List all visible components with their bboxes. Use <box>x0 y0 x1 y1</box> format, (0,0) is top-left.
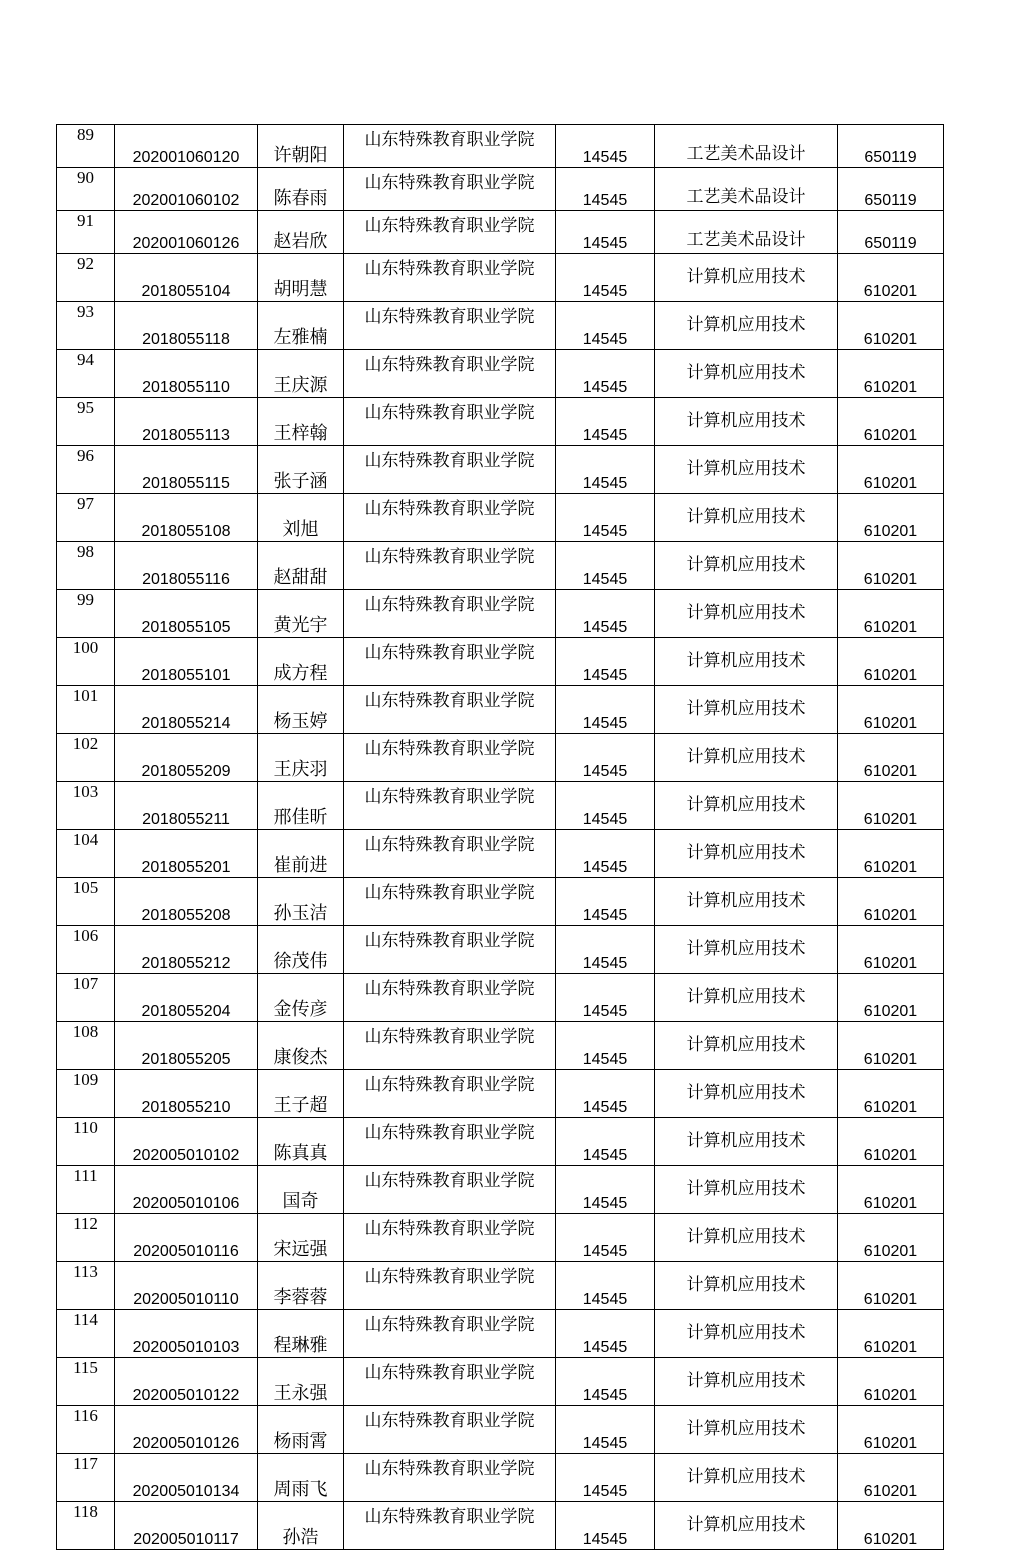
table-row <box>57 350 944 398</box>
school-name-cell: 山东特殊教育职业学院 <box>344 446 556 494</box>
school-name-cell: 山东特殊教育职业学院 <box>344 494 556 542</box>
student-name-cell: 赵甜甜 <box>258 542 344 590</box>
table-row <box>57 1502 944 1550</box>
major-name-cell: 计算机应用技术 <box>655 1118 838 1166</box>
student-id-cell: 202005010117 <box>115 1502 258 1550</box>
school-name-cell: 山东特殊教育职业学院 <box>344 254 556 302</box>
student-id-cell: 2018055204 <box>115 974 258 1022</box>
table-row <box>57 734 944 782</box>
major-code-cell: 610201 <box>838 446 944 494</box>
school-code-cell: 14545 <box>556 125 655 168</box>
major-code-cell: 650119 <box>838 168 944 211</box>
school-code-cell: 14545 <box>556 494 655 542</box>
student-name-cell: 陈春雨 <box>258 168 344 211</box>
table-row <box>57 1454 944 1502</box>
school-name-cell: 山东特殊教育职业学院 <box>344 125 556 168</box>
major-name-cell: 计算机应用技术 <box>655 398 838 446</box>
student-name-cell: 徐茂伟 <box>258 926 344 974</box>
table-row <box>57 1406 944 1454</box>
school-code-cell: 14545 <box>556 782 655 830</box>
row-index-cell: 102 <box>57 734 115 782</box>
major-code-cell: 610201 <box>838 590 944 638</box>
table-row <box>57 686 944 734</box>
student-id-cell: 2018055210 <box>115 1070 258 1118</box>
school-code-cell: 14545 <box>556 1214 655 1262</box>
table-row <box>57 254 944 302</box>
row-index-cell: 117 <box>57 1454 115 1502</box>
school-code-cell: 14545 <box>556 686 655 734</box>
school-name-cell: 山东特殊教育职业学院 <box>344 1214 556 1262</box>
major-code-cell: 610201 <box>838 302 944 350</box>
row-index-cell: 104 <box>57 830 115 878</box>
school-code-cell: 14545 <box>556 590 655 638</box>
school-name-cell: 山东特殊教育职业学院 <box>344 1406 556 1454</box>
row-index-cell: 105 <box>57 878 115 926</box>
school-code-cell: 14545 <box>556 734 655 782</box>
student-id-cell: 2018055118 <box>115 302 258 350</box>
school-code-cell: 14545 <box>556 350 655 398</box>
major-code-cell: 610201 <box>838 1262 944 1310</box>
table-row <box>57 782 944 830</box>
student-name-cell: 金传彦 <box>258 974 344 1022</box>
student-id-cell: 202001060126 <box>115 211 258 254</box>
major-name-cell: 计算机应用技术 <box>655 1022 838 1070</box>
student-name-cell: 王庆羽 <box>258 734 344 782</box>
student-id-cell: 2018055108 <box>115 494 258 542</box>
student-id-cell: 2018055201 <box>115 830 258 878</box>
major-code-cell: 610201 <box>838 1406 944 1454</box>
student-id-cell: 2018055110 <box>115 350 258 398</box>
table-row <box>57 211 944 254</box>
major-name-cell: 计算机应用技术 <box>655 734 838 782</box>
student-name-cell: 程琳雅 <box>258 1310 344 1358</box>
student-name-cell: 黄光宇 <box>258 590 344 638</box>
school-name-cell: 山东特殊教育职业学院 <box>344 638 556 686</box>
student-id-cell: 2018055211 <box>115 782 258 830</box>
row-index-cell: 118 <box>57 1502 115 1550</box>
student-id-cell: 202005010103 <box>115 1310 258 1358</box>
major-code-cell: 610201 <box>838 1502 944 1550</box>
school-code-cell: 14545 <box>556 446 655 494</box>
student-name-cell: 成方程 <box>258 638 344 686</box>
school-code-cell: 14545 <box>556 878 655 926</box>
row-index-cell: 108 <box>57 1022 115 1070</box>
student-id-cell: 202005010126 <box>115 1406 258 1454</box>
student-name-cell: 孙玉洁 <box>258 878 344 926</box>
school-name-cell: 山东特殊教育职业学院 <box>344 974 556 1022</box>
row-index-cell: 97 <box>57 494 115 542</box>
student-name-cell: 胡明慧 <box>258 254 344 302</box>
major-name-cell: 计算机应用技术 <box>655 1454 838 1502</box>
major-name-cell: 工艺美术品设计 <box>655 125 838 168</box>
major-code-cell: 610201 <box>838 830 944 878</box>
student-id-cell: 202005010110 <box>115 1262 258 1310</box>
table-row <box>57 494 944 542</box>
table-row <box>57 1214 944 1262</box>
student-name-cell: 康俊杰 <box>258 1022 344 1070</box>
major-name-cell: 计算机应用技术 <box>655 1166 838 1214</box>
table-row <box>57 1118 944 1166</box>
school-code-cell: 14545 <box>556 638 655 686</box>
school-code-cell: 14545 <box>556 542 655 590</box>
major-code-cell: 610201 <box>838 686 944 734</box>
row-index-cell: 101 <box>57 686 115 734</box>
major-name-cell: 计算机应用技术 <box>655 1214 838 1262</box>
school-name-cell: 山东特殊教育职业学院 <box>344 1262 556 1310</box>
row-index-cell: 113 <box>57 1262 115 1310</box>
student-id-cell: 2018055208 <box>115 878 258 926</box>
major-name-cell: 计算机应用技术 <box>655 446 838 494</box>
student-id-cell: 2018055209 <box>115 734 258 782</box>
student-name-cell: 刘旭 <box>258 494 344 542</box>
table-row <box>57 878 944 926</box>
major-name-cell: 计算机应用技术 <box>655 1070 838 1118</box>
major-code-cell: 650119 <box>838 125 944 168</box>
school-code-cell: 14545 <box>556 254 655 302</box>
student-roster-table <box>56 124 944 1550</box>
school-name-cell: 山东特殊教育职业学院 <box>344 1070 556 1118</box>
major-code-cell: 610201 <box>838 638 944 686</box>
school-code-cell: 14545 <box>556 1070 655 1118</box>
row-index-cell: 99 <box>57 590 115 638</box>
school-code-cell: 14545 <box>556 398 655 446</box>
student-name-cell: 王永强 <box>258 1358 344 1406</box>
row-index-cell: 96 <box>57 446 115 494</box>
major-name-cell: 工艺美术品设计 <box>655 211 838 254</box>
row-index-cell: 95 <box>57 398 115 446</box>
major-name-cell: 计算机应用技术 <box>655 1310 838 1358</box>
student-name-cell: 崔前进 <box>258 830 344 878</box>
school-name-cell: 山东特殊教育职业学院 <box>344 1118 556 1166</box>
school-code-cell: 14545 <box>556 1166 655 1214</box>
school-name-cell: 山东特殊教育职业学院 <box>344 926 556 974</box>
school-code-cell: 14545 <box>556 1022 655 1070</box>
major-code-cell: 610201 <box>838 1166 944 1214</box>
school-code-cell: 14545 <box>556 926 655 974</box>
student-id-cell: 2018055214 <box>115 686 258 734</box>
student-name-cell: 国奇 <box>258 1166 344 1214</box>
student-name-cell: 许朝阳 <box>258 125 344 168</box>
row-index-cell: 112 <box>57 1214 115 1262</box>
student-name-cell: 王子超 <box>258 1070 344 1118</box>
major-name-cell: 计算机应用技术 <box>655 926 838 974</box>
school-code-cell: 14545 <box>556 302 655 350</box>
row-index-cell: 116 <box>57 1406 115 1454</box>
school-name-cell: 山东特殊教育职业学院 <box>344 782 556 830</box>
major-name-cell: 计算机应用技术 <box>655 302 838 350</box>
major-name-cell: 计算机应用技术 <box>655 638 838 686</box>
school-code-cell: 14545 <box>556 1118 655 1166</box>
student-id-cell: 2018055115 <box>115 446 258 494</box>
major-code-cell: 610201 <box>838 542 944 590</box>
student-name-cell: 李蓉蓉 <box>258 1262 344 1310</box>
row-index-cell: 114 <box>57 1310 115 1358</box>
table-row <box>57 1262 944 1310</box>
major-name-cell: 计算机应用技术 <box>655 1358 838 1406</box>
major-name-cell: 计算机应用技术 <box>655 782 838 830</box>
student-name-cell: 左雅楠 <box>258 302 344 350</box>
student-name-cell: 陈真真 <box>258 1118 344 1166</box>
student-id-cell: 2018055116 <box>115 542 258 590</box>
school-code-cell: 14545 <box>556 1454 655 1502</box>
student-id-cell: 2018055105 <box>115 590 258 638</box>
major-name-cell: 计算机应用技术 <box>655 254 838 302</box>
school-code-cell: 14545 <box>556 1406 655 1454</box>
student-name-cell: 王梓翰 <box>258 398 344 446</box>
student-id-cell: 202005010134 <box>115 1454 258 1502</box>
row-index-cell: 94 <box>57 350 115 398</box>
table-body <box>57 125 944 1550</box>
major-name-cell: 计算机应用技术 <box>655 590 838 638</box>
table-row <box>57 302 944 350</box>
major-name-cell: 计算机应用技术 <box>655 686 838 734</box>
table-row <box>57 168 944 211</box>
student-id-cell: 202005010102 <box>115 1118 258 1166</box>
major-code-cell: 610201 <box>838 1454 944 1502</box>
school-code-cell: 14545 <box>556 211 655 254</box>
major-code-cell: 610201 <box>838 1118 944 1166</box>
row-index-cell: 115 <box>57 1358 115 1406</box>
student-id-cell: 2018055113 <box>115 398 258 446</box>
row-index-cell: 90 <box>57 168 115 211</box>
student-name-cell: 宋远强 <box>258 1214 344 1262</box>
table-row <box>57 974 944 1022</box>
major-name-cell: 计算机应用技术 <box>655 1502 838 1550</box>
student-id-cell: 2018055205 <box>115 1022 258 1070</box>
table-row <box>57 590 944 638</box>
school-name-cell: 山东特殊教育职业学院 <box>344 686 556 734</box>
major-code-cell: 650119 <box>838 211 944 254</box>
table-row <box>57 1310 944 1358</box>
major-name-cell: 计算机应用技术 <box>655 1406 838 1454</box>
school-name-cell: 山东特殊教育职业学院 <box>344 1502 556 1550</box>
row-index-cell: 103 <box>57 782 115 830</box>
school-name-cell: 山东特殊教育职业学院 <box>344 830 556 878</box>
table-row <box>57 1166 944 1214</box>
school-name-cell: 山东特殊教育职业学院 <box>344 1166 556 1214</box>
school-name-cell: 山东特殊教育职业学院 <box>344 1454 556 1502</box>
school-code-cell: 14545 <box>556 1262 655 1310</box>
major-name-cell: 计算机应用技术 <box>655 830 838 878</box>
school-name-cell: 山东特殊教育职业学院 <box>344 1022 556 1070</box>
school-code-cell: 14545 <box>556 830 655 878</box>
school-name-cell: 山东特殊教育职业学院 <box>344 211 556 254</box>
student-id-cell: 2018055104 <box>115 254 258 302</box>
student-id-cell: 202001060102 <box>115 168 258 211</box>
school-name-cell: 山东特殊教育职业学院 <box>344 878 556 926</box>
table-row <box>57 125 944 168</box>
row-index-cell: 106 <box>57 926 115 974</box>
row-index-cell: 91 <box>57 211 115 254</box>
row-index-cell: 110 <box>57 1118 115 1166</box>
major-code-cell: 610201 <box>838 1310 944 1358</box>
student-name-cell: 杨玉婷 <box>258 686 344 734</box>
student-name-cell: 赵岩欣 <box>258 211 344 254</box>
student-name-cell: 张子涵 <box>258 446 344 494</box>
major-code-cell: 610201 <box>838 350 944 398</box>
major-code-cell: 610201 <box>838 878 944 926</box>
table-row <box>57 638 944 686</box>
school-name-cell: 山东特殊教育职业学院 <box>344 1310 556 1358</box>
major-code-cell: 610201 <box>838 926 944 974</box>
school-code-cell: 14545 <box>556 974 655 1022</box>
row-index-cell: 89 <box>57 125 115 168</box>
school-name-cell: 山东特殊教育职业学院 <box>344 542 556 590</box>
school-code-cell: 14545 <box>556 1502 655 1550</box>
student-id-cell: 202005010116 <box>115 1214 258 1262</box>
school-name-cell: 山东特殊教育职业学院 <box>344 398 556 446</box>
student-name-cell: 周雨飞 <box>258 1454 344 1502</box>
school-name-cell: 山东特殊教育职业学院 <box>344 168 556 211</box>
major-code-cell: 610201 <box>838 782 944 830</box>
table-row <box>57 1070 944 1118</box>
table-row <box>57 446 944 494</box>
major-code-cell: 610201 <box>838 974 944 1022</box>
table-row <box>57 542 944 590</box>
table-row <box>57 1358 944 1406</box>
student-name-cell: 王庆源 <box>258 350 344 398</box>
row-index-cell: 107 <box>57 974 115 1022</box>
school-code-cell: 14545 <box>556 1358 655 1406</box>
school-name-cell: 山东特殊教育职业学院 <box>344 1358 556 1406</box>
major-code-cell: 610201 <box>838 1358 944 1406</box>
table-row <box>57 398 944 446</box>
table-row <box>57 926 944 974</box>
table-row <box>57 1022 944 1070</box>
major-code-cell: 610201 <box>838 1070 944 1118</box>
major-code-cell: 610201 <box>838 254 944 302</box>
student-id-cell: 2018055212 <box>115 926 258 974</box>
major-name-cell: 计算机应用技术 <box>655 1262 838 1310</box>
school-name-cell: 山东特殊教育职业学院 <box>344 302 556 350</box>
school-name-cell: 山东特殊教育职业学院 <box>344 734 556 782</box>
row-index-cell: 92 <box>57 254 115 302</box>
table-row <box>57 830 944 878</box>
major-name-cell: 计算机应用技术 <box>655 974 838 1022</box>
student-id-cell: 202005010122 <box>115 1358 258 1406</box>
major-code-cell: 610201 <box>838 1022 944 1070</box>
row-index-cell: 109 <box>57 1070 115 1118</box>
student-id-cell: 202001060120 <box>115 125 258 168</box>
row-index-cell: 100 <box>57 638 115 686</box>
school-code-cell: 14545 <box>556 1310 655 1358</box>
student-id-cell: 202005010106 <box>115 1166 258 1214</box>
major-code-cell: 610201 <box>838 1214 944 1262</box>
major-name-cell: 计算机应用技术 <box>655 350 838 398</box>
school-name-cell: 山东特殊教育职业学院 <box>344 590 556 638</box>
major-name-cell: 工艺美术品设计 <box>655 168 838 211</box>
row-index-cell: 111 <box>57 1166 115 1214</box>
major-code-cell: 610201 <box>838 494 944 542</box>
major-name-cell: 计算机应用技术 <box>655 494 838 542</box>
student-name-cell: 杨雨霄 <box>258 1406 344 1454</box>
major-code-cell: 610201 <box>838 734 944 782</box>
student-name-cell: 孙浩 <box>258 1502 344 1550</box>
major-name-cell: 计算机应用技术 <box>655 878 838 926</box>
student-name-cell: 邢佳昕 <box>258 782 344 830</box>
school-code-cell: 14545 <box>556 168 655 211</box>
school-name-cell: 山东特殊教育职业学院 <box>344 350 556 398</box>
row-index-cell: 98 <box>57 542 115 590</box>
student-id-cell: 2018055101 <box>115 638 258 686</box>
major-name-cell: 计算机应用技术 <box>655 542 838 590</box>
row-index-cell: 93 <box>57 302 115 350</box>
major-code-cell: 610201 <box>838 398 944 446</box>
